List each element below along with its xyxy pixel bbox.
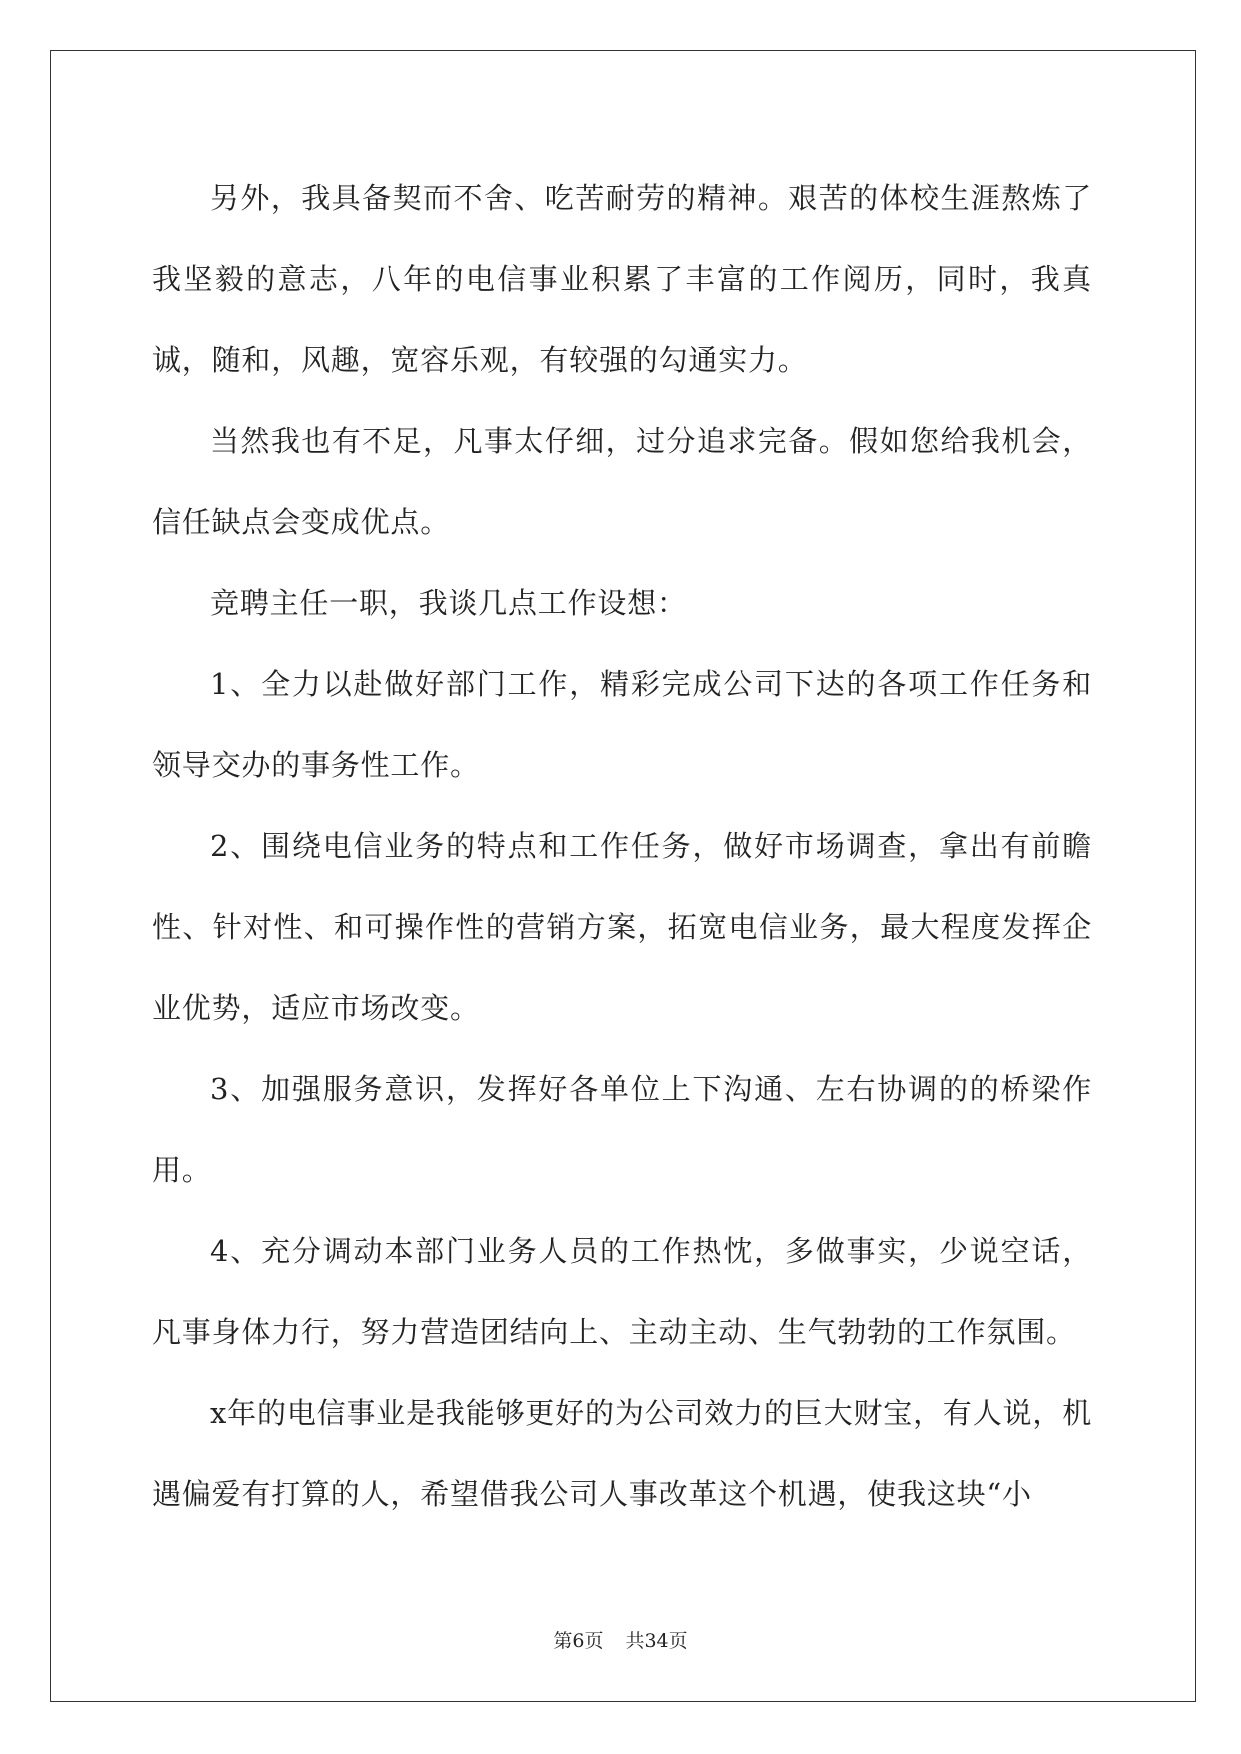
paragraph-6: 3、加强服务意识，发挥好各单位上下沟通、左右协调的的桥梁作用。 <box>152 1072 1092 1187</box>
paragraph-4: 1、全力以赴做好部门工作，精彩完成公司下达的各项工作任务和领导交办的事务性工作。 <box>152 667 1092 782</box>
paragraph-1: 另外，我具备契而不舍、吃苦耐劳的精神。艰苦的体校生涯熬炼了我坚毅的意志，八年的电信事业积累了丰富的工作阅历，同时，我真诚，随和，风趣，宽容乐观，有较强的勾通实力。 <box>152 181 1092 377</box>
paragraph-2: 当然我也有不足，凡事太仔细，过分追求完备。假如您给我机会，信任缺点会变成优点。 <box>152 424 1092 539</box>
paragraph-8: x年的电信事业是我能够更好的为公司效力的巨大财宝，有人说，机遇偏爱有打算的人，希望借我公司人事改革这个机遇，使我这块“小 <box>152 1396 1092 1511</box>
page-number: 第6页 <box>553 1630 604 1652</box>
document-body <box>152 158 1092 1535</box>
page-footer <box>0 1626 1241 1653</box>
paragraph-7: 4、充分调动本部门业务人员的工作热忱，多做事实，少说空话，凡事身体力行，努力营造团结向上、主动主动、生气勃勃的工作氛围。 <box>152 1234 1092 1349</box>
paragraph-3: 竞聘主任一职，我谈几点工作设想： <box>210 586 687 620</box>
paragraph-5: 2、围绕电信业务的特点和工作任务，做好市场调查，拿出有前瞻性、针对性、和可操作性的营销方案，拓宽电信业务，最大程度发挥企业优势，适应市场改变。 <box>152 829 1092 1025</box>
page-total: 共34页 <box>625 1630 688 1652</box>
